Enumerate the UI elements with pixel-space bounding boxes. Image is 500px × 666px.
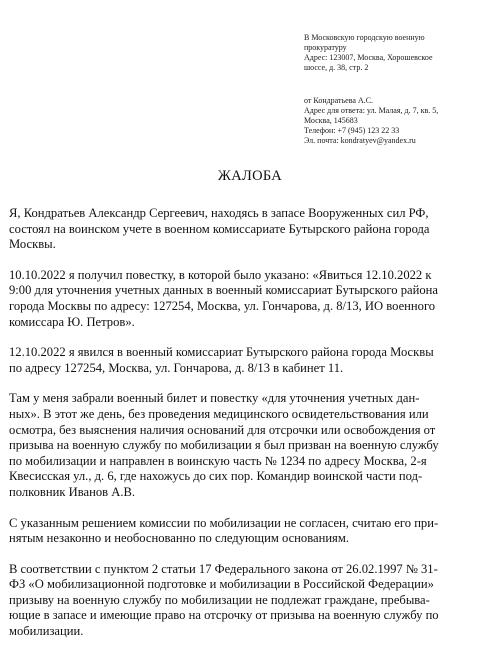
paragraph-line: 9:00 для уточнения учетных данных в военный комиссариат Бутырского района [9, 283, 438, 298]
paragraph-line: ющие в запасе и имеющие право на отсрочку от призыва на военную службу по [9, 608, 439, 623]
document-body [9, 206, 491, 655]
recipient-line: прокуратуру [304, 43, 347, 52]
paragraph-line: Я, Кондратьев Александр Сергеевич, находясь в запасе Вооруженных сил РФ, [9, 206, 429, 220]
paragraph-line: комиссара Ю. Петров». [9, 314, 135, 329]
sender-line: Адрес для ответа: ул. Малая, д. 7, кв. 5, [304, 106, 439, 115]
paragraph-line: ных». В этот же день, без проведения медицинского освидетельствования или [9, 406, 429, 421]
recipient-line: шоссе, д. 38, стр. 2 [304, 63, 369, 72]
paragraph [9, 206, 491, 253]
paragraph-line: 10.10.2022 я получил повестку, в которой было указано: «Явиться 12.10.2022 к [9, 267, 432, 282]
paragraph-line: по адресу 127254, Москва, ул. Гончарова, д. 8/13 в кабинет 11. [9, 360, 344, 375]
paragraph-line: осмотра, без выяснения наличия оснований для отсрочки или освобождения от [9, 422, 436, 437]
sender-line: Телефон: +7 (945) 123 22 33 [304, 126, 400, 135]
paragraph-line: призыву на военную службу по мобилизации не подлежат граждане, пребыва- [9, 592, 430, 607]
paragraph-line: 12.10.2022 я явился в военный комиссариат Бутырского района города Москвы [9, 345, 434, 360]
paragraph [9, 345, 491, 376]
paragraph-line: С указанным решением комиссии по мобилизации не согласен, считаю его при- [9, 515, 439, 530]
paragraph-line: В соответствии с пунктом 2 статьи 17 Федерального закона от 26.02.1997 № 31- [9, 561, 438, 576]
document-title: ЖАЛОБА [217, 168, 283, 184]
paragraph-line: нятым незаконно и необоснованно по следующим основаниям. [9, 531, 349, 546]
paragraph-line: призыва на военную службу по мобилизации я был призван на военную службу [9, 438, 439, 453]
sender-line: от Кондратьева А.С. [304, 96, 374, 105]
paragraph-line: города Москвы по адресу: 127254, Москва, ул. Гончарова, д. 8/13, ИО военного [9, 298, 436, 313]
recipient-line: В Московскую городскую военную [304, 33, 425, 42]
paragraph-line: состоял на воинском учете в военном комиссариате Бутырского района города [9, 221, 430, 236]
recipient-address-block [304, 33, 494, 73]
paragraph-line: по мобилизации и направлен в воинскую часть № 1234 по адресу Москва, 2-я [9, 453, 427, 468]
paragraph [9, 562, 491, 640]
paragraph [9, 391, 491, 500]
paragraph-line: Москвы. [9, 237, 56, 252]
paragraph-line: Квесисская ул., д. 6, где нахожусь до сих пор. Командир воинской части под- [9, 469, 423, 484]
paragraph-line: ФЗ «О мобилизационной подготовке и мобилизации в Российской Федерации» [9, 577, 434, 592]
sender-line: Москва, 145683 [304, 116, 358, 125]
paragraph-line: мобилизации. [9, 624, 84, 639]
sender-line: Эл. почта: kondratyev@yandex.ru [304, 136, 416, 145]
paragraph [9, 268, 491, 330]
paragraph-line: полковник Иванов А.В. [9, 484, 136, 499]
paragraph [9, 516, 491, 547]
paragraph-line: Там у меня забрали военный билет и повестку «для уточнения учетных дан- [9, 391, 420, 406]
sender-address-block [304, 96, 494, 146]
recipient-line: Адрес: 123007, Москва, Хорошевское [304, 53, 433, 62]
